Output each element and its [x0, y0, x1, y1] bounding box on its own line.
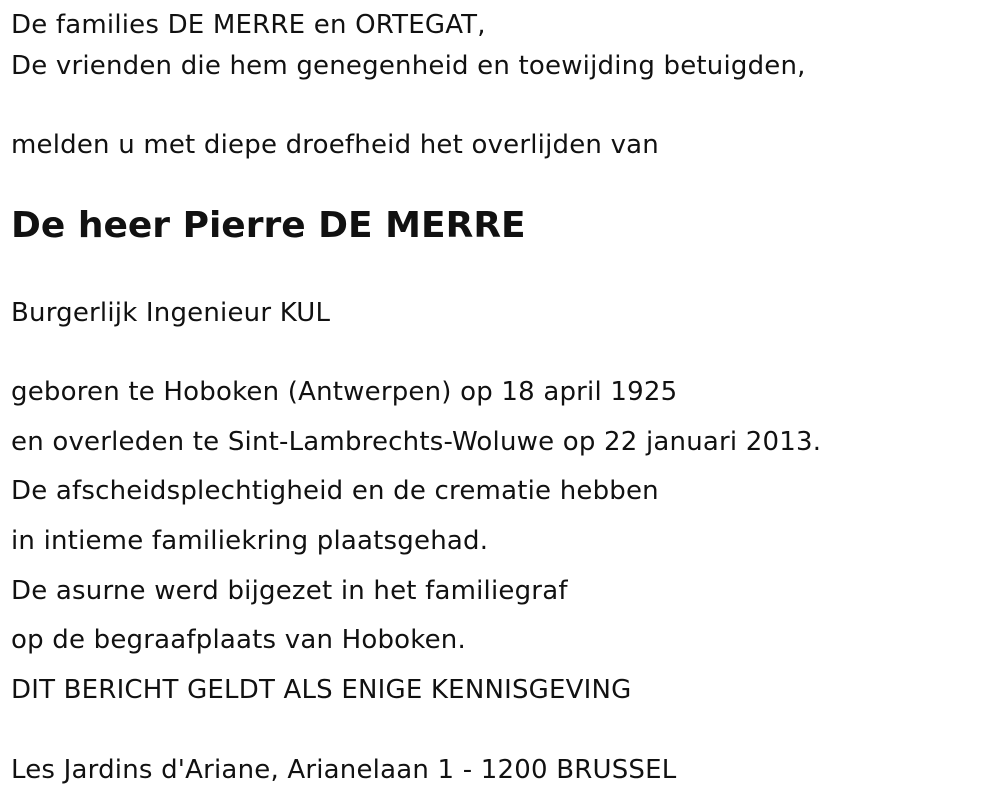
deceased-title: Burgerlijk Ingenieur KUL: [11, 298, 331, 328]
intro-announcement: melden u met diepe droefheid het overlijden van: [11, 130, 659, 160]
intro-friends: De vrienden die hem genegenheid en toewijding betuigden,: [11, 51, 806, 81]
address-line: Les Jardins d'Ariane, Arianelaan 1 - 1200 BRUSSEL: [11, 755, 677, 785]
ceremony-line-1: De afscheidsplechtigheid en de crematie hebben: [11, 476, 659, 506]
intro-families: De families DE MERRE en ORTEGAT,: [11, 10, 486, 40]
notice-line: DIT BERICHT GELDT ALS ENIGE KENNISGEVING: [11, 675, 632, 705]
deceased-name: De heer Pierre DE MERRE: [11, 205, 526, 246]
urn-line-2: op de begraafplaats van Hoboken.: [11, 625, 466, 655]
ceremony-line-2: in intieme familiekring plaatsgehad.: [11, 526, 489, 556]
birth-line: geboren te Hoboken (Antwerpen) op 18 april 1925: [11, 377, 678, 407]
death-line: en overleden te Sint-Lambrechts-Woluwe op 22 januari 2013.: [11, 427, 822, 457]
urn-line-1: De asurne werd bijgezet in het familiegraf: [11, 576, 568, 606]
